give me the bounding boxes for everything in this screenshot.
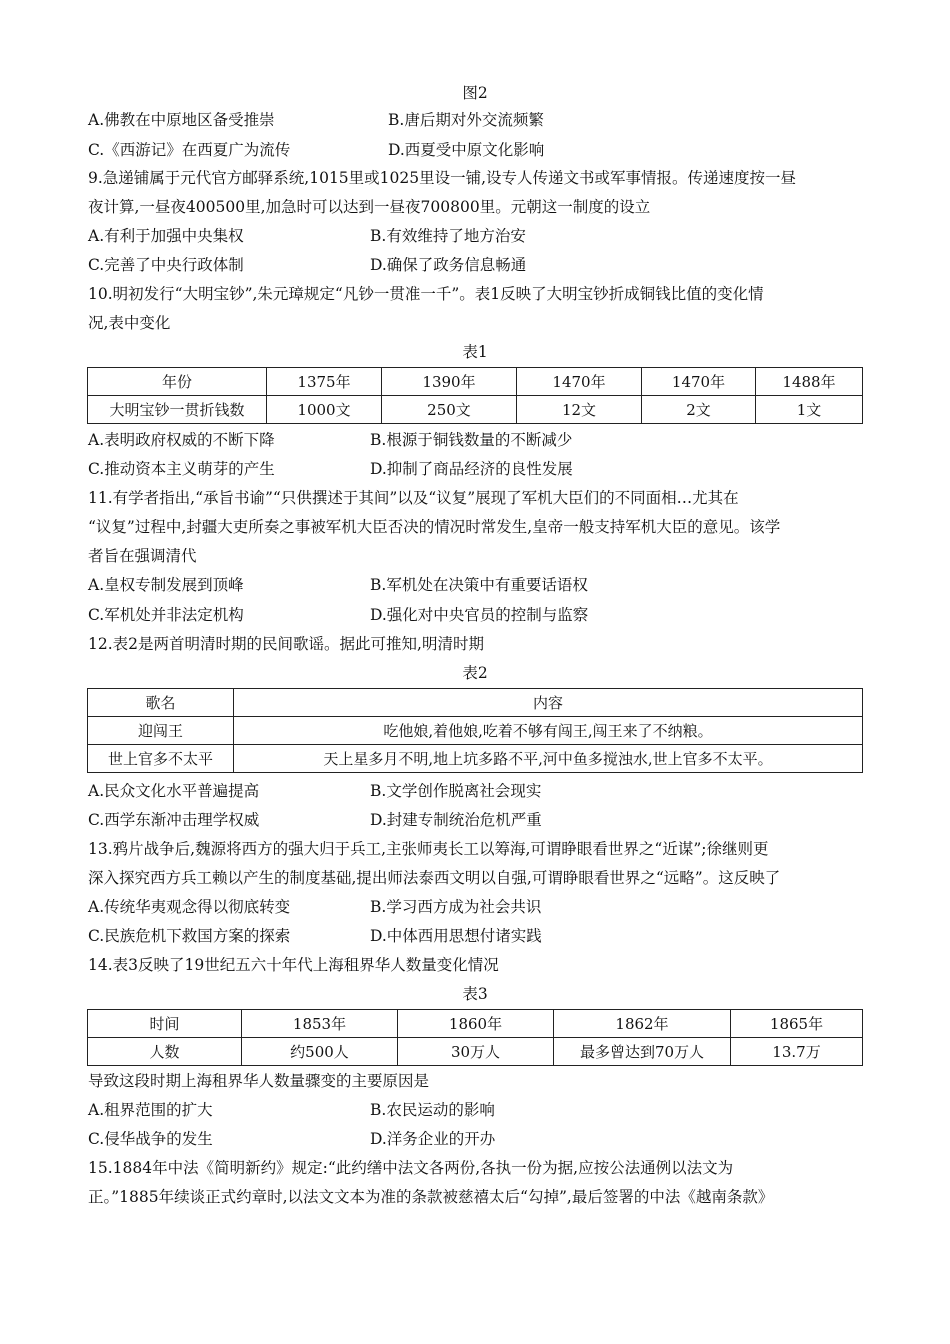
table-cell: 吃他娘,着他娘,吃着不够有闯王,闯王来了不纳粮。: [234, 717, 863, 745]
q9-option-c: C.完善了中央行政体制: [88, 256, 244, 274]
q10-option-d: D.抑制了商品经济的良性发展: [370, 460, 573, 478]
table-row: [88, 368, 863, 396]
q11-option-c: C.军机处并非法定机构: [88, 606, 244, 624]
q15-stem-line: 15.1884年中法《简明新约》规定:“此约缮中法文各两份,各执一份为据,应按公法通例以法文为: [88, 1159, 734, 1177]
q10-option-a: A.表明政府权威的不断下降: [88, 431, 275, 449]
table2-caption: 表2: [462, 664, 488, 682]
table1: [87, 367, 863, 424]
q10-stem-line: 10.明初发行“大明宝钞”,朱元璋规定“凡钞一贯准一千”。表1反映了大明宝钞折成铜钱比值的变化情: [88, 285, 764, 303]
table-cell: 天上星多月不明,地上坑多路不平,河中鱼多搅浊水,世上官多不太平。: [234, 745, 863, 773]
q11-option-a: A.皇权专制发展到顶峰: [88, 576, 244, 594]
q11-option-d: D.强化对中央官员的控制与监察: [370, 606, 589, 624]
q13-option-c: C.民族危机下救国方案的探索: [88, 927, 291, 945]
table-cell: 1470年: [517, 368, 642, 396]
q13-stem-line: 13.鸦片战争后,魏源将西方的强大归于兵工,主张师夷长工以筹海,可谓睁眼看世界之“近谋”;徐继则更: [88, 840, 769, 858]
q9-option-d: D.确保了政务信息畅通: [370, 256, 527, 274]
table-cell: 1470年: [642, 368, 756, 396]
q12-option-b: B.文学创作脱离社会现实: [370, 782, 542, 800]
table-cell: 1000文: [267, 396, 382, 424]
table-cell: 250文: [382, 396, 517, 424]
q14-option-a: A.租界范围的扩大: [88, 1101, 213, 1119]
table-cell: 1865年: [731, 1010, 863, 1038]
q13-stem-line: 深入探究西方兵工赖以产生的制度基础,提出师法泰西文明以自强,可谓睁眼看世界之“远略”。这反映了: [88, 869, 781, 887]
table-cell: 1860年: [398, 1010, 554, 1038]
q14-stem-line: 14.表3反映了19世纪五六十年代上海租界华人数量变化情况: [88, 956, 499, 974]
q14-option-b: B.农民运动的影响: [370, 1101, 495, 1119]
q13-option-b: B.学习西方成为社会共识: [370, 898, 542, 916]
table-cell: 约500人: [242, 1038, 398, 1066]
table-row: [88, 396, 863, 424]
table-cell: 最多曾达到70万人: [554, 1038, 731, 1066]
q14-option-c: C.侵华战争的发生: [88, 1130, 213, 1148]
q15-stem-line: 正。”1885年续谈正式约章时,以法文文本为准的条款被慈禧太后“勾掉”,最后签署的中法《越南条款》: [88, 1188, 774, 1206]
table-cell: 12文: [517, 396, 642, 424]
q9-option-b: B.有效维持了地方治安: [370, 227, 526, 245]
table-row: [88, 1010, 863, 1038]
q10-option-b: B.根源于铜钱数量的不断减少: [370, 431, 573, 449]
table3-caption: 表3: [462, 985, 488, 1003]
q8-option-d: D.西夏受中原文化影响: [388, 141, 545, 159]
table1-caption: 表1: [462, 343, 488, 361]
q9-option-a: A.有利于加强中央集权: [88, 227, 244, 245]
table-row: [88, 689, 863, 717]
table-cell: 时间: [88, 1010, 242, 1038]
q8-option-c: C.《西游记》在西夏广为流传: [88, 141, 291, 159]
table-cell: 1853年: [242, 1010, 398, 1038]
q9-stem-line: 9.急递铺属于元代官方邮驿系统,1015里或1025里设一铺,设专人传递文书或军事情报。传递速度按一昼: [88, 169, 797, 187]
q14-follow-up: 导致这段时期上海租界华人数量骤变的主要原因是: [88, 1072, 430, 1090]
q10-stem-line: 况,表中变化: [88, 314, 171, 332]
table-cell: 1375年: [267, 368, 382, 396]
q11-stem-line: “议复”过程中,封疆大吏所奏之事被军机大臣否决的情况时常发生,皇帝一般支持军机大臣的意见。该学: [88, 518, 781, 536]
table2: [87, 688, 863, 773]
table-cell: 1文: [756, 396, 863, 424]
q9-stem-line: 夜计算,一昼夜400500里,加急时可以达到一昼夜700800里。元朝这一制度的设立: [88, 198, 651, 216]
figure-caption: 图2: [462, 84, 488, 102]
table-cell: 1862年: [554, 1010, 731, 1038]
table-cell: 大明宝钞一贯折钱数: [88, 396, 267, 424]
table3: [87, 1009, 863, 1066]
table-cell: 13.7万: [731, 1038, 863, 1066]
table-cell: 内容: [234, 689, 863, 717]
table-row: [88, 1038, 863, 1066]
q11-stem-line: 11.有学者指出,“承旨书谕”“只供撰述于其间”以及“议复”展现了军机大臣们的不同面相…尤其在: [88, 489, 739, 507]
table-row: [88, 717, 863, 745]
q12-option-d: D.封建专制统治危机严重: [370, 811, 542, 829]
q13-option-d: D.中体西用思想付诸实践: [370, 927, 542, 945]
q13-option-a: A.传统华夷观念得以彻底转变: [88, 898, 291, 916]
table-cell: 人数: [88, 1038, 242, 1066]
q12-option-c: C.西学东渐冲击理学权威: [88, 811, 260, 829]
table-row: [88, 745, 863, 773]
q14-option-d: D.洋务企业的开办: [370, 1130, 496, 1148]
q12-stem-line: 12.表2是两首明清时期的民间歌谣。据此可推知,明清时期: [88, 635, 484, 653]
table-cell: 歌名: [88, 689, 234, 717]
q10-option-c: C.推动资本主义萌芽的产生: [88, 460, 275, 478]
table-cell: 年份: [88, 368, 267, 396]
q11-stem-line: 者旨在强调清代: [88, 547, 197, 565]
q8-option-a: A.佛教在中原地区备受推崇: [88, 111, 275, 129]
table-cell: 2文: [642, 396, 756, 424]
q12-option-a: A.民众文化水平普遍提高: [88, 782, 260, 800]
table-cell: 世上官多不太平: [88, 745, 234, 773]
table-cell: 迎闯王: [88, 717, 234, 745]
table-cell: 1488年: [756, 368, 863, 396]
table-cell: 30万人: [398, 1038, 554, 1066]
table-cell: 1390年: [382, 368, 517, 396]
q8-option-b: B.唐后期对外交流频繁: [388, 111, 544, 129]
q11-option-b: B.军机处在决策中有重要话语权: [370, 576, 588, 594]
